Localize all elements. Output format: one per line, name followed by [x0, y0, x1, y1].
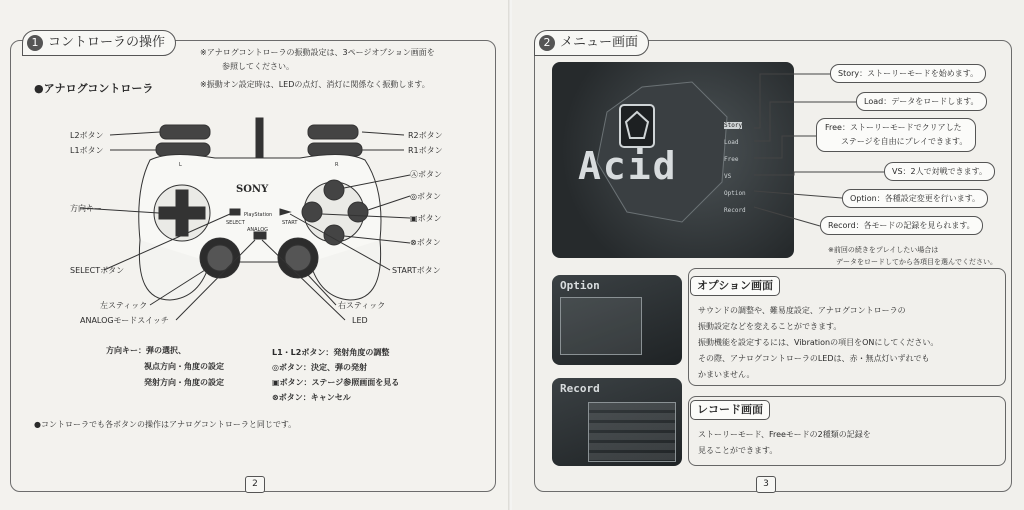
label-dpad: 方向キー: [70, 204, 102, 213]
square-icon: ▣: [410, 214, 418, 223]
label-start: STARTボタン: [392, 266, 441, 275]
callout-vs: VS：2人で対戦できます。: [884, 162, 995, 181]
callout-load: Load：データをロードします。: [856, 92, 987, 111]
menu-item-free[interactable]: Free: [724, 156, 739, 163]
desc-left-1: 方向キー：弾の選択、: [106, 346, 186, 355]
label-analog-switch: ANALOGモードスイッチ: [80, 316, 169, 325]
callout-story: Story：ストーリーモードを始めます。: [830, 64, 986, 83]
circle-icon: ◎: [272, 363, 279, 372]
note-line-1: ※アナログコントローラの振動設定は、3ページオプション画面を: [200, 48, 435, 57]
note-line-3: ※振動オン設定時は、LEDの点灯、消灯に関係なく振動します。: [200, 80, 430, 89]
cross-icon: ⊗: [272, 393, 279, 402]
controller-select-text: SELECT: [226, 220, 245, 226]
callout-free: [816, 118, 976, 152]
cross-icon: ⊗: [410, 238, 417, 247]
menu-note-2: データをロードしてから各項目を選んでください。: [836, 258, 997, 266]
record-shot-table: [588, 402, 676, 462]
callout-option: Option：各種設定変更を行います。: [842, 189, 988, 208]
controller-r-text: R: [335, 162, 339, 168]
title-logo: Acid: [578, 144, 678, 188]
section-number: 1: [27, 35, 43, 51]
controller-start-text: START: [282, 220, 298, 226]
left-page: [0, 0, 510, 510]
section-title: コントローラの操作: [48, 35, 166, 50]
menu-item-record[interactable]: Record: [724, 207, 746, 214]
desc-left-2: 視点方向・角度の設定: [144, 362, 224, 371]
option-body-2: 振動設定などを変えることができます。: [698, 322, 842, 331]
left-footer-note: ●コントローラでも各ボタンの操作はアナログコントローラと同じです。: [34, 420, 297, 429]
label-cross: ⊗ボタン: [410, 238, 441, 247]
record-body-1: ストーリーモード、Freeモードの2種類の記録を: [698, 430, 871, 439]
option-shot-panel: [560, 297, 642, 355]
page-number-right: 3: [756, 476, 776, 493]
menu-item-vs[interactable]: VS: [724, 173, 732, 180]
circle-icon: ◎: [410, 192, 417, 201]
label-right-stick: 右スティック: [338, 301, 386, 310]
label-circle: ◎ボタン: [410, 192, 441, 201]
triangle-icon: Ⓐ: [410, 170, 418, 179]
desc-right-1: L1・L2ボタン：発射角度の調整: [272, 348, 390, 357]
callout-free-line-2: ステージを自由にプレイできます。: [841, 137, 968, 146]
label-l2: L2ボタン: [70, 131, 104, 140]
label-led: LED: [352, 316, 368, 325]
label-left-stick: 左スティック: [100, 301, 148, 310]
label-r2: R2ボタン: [408, 131, 443, 140]
analog-controller-heading: ●アナログコントローラ: [34, 82, 154, 95]
menu-item-option[interactable]: Option: [724, 190, 746, 197]
record-heading: レコード画面: [690, 400, 770, 420]
callout-free-line-1: Free：ストーリーモードでクリアした: [825, 123, 962, 132]
record-body-2: 見ることができます。: [698, 446, 778, 455]
menu-item-load[interactable]: Load: [724, 139, 739, 146]
page-number-left: 2: [245, 476, 265, 493]
section-number: 2: [539, 35, 555, 51]
label-select: SELECTボタン: [70, 266, 125, 275]
controller-ps-text: PlayStation: [244, 212, 273, 218]
option-body-4: その際、アナログコントローラのLEDは、赤・無点灯いずれでも: [698, 354, 930, 363]
desc-right-2: ◎ボタン：決定、弾の発射: [272, 363, 367, 372]
record-shot-title: Record: [560, 382, 600, 395]
desc-left-3: 発射方向・角度の設定: [144, 378, 224, 387]
menu-note-1: ※前回の続きをプレイしたい場合は: [828, 246, 939, 254]
controller-l-text: L: [179, 162, 182, 168]
note-line-2: 参照してください。: [222, 62, 294, 71]
menu-item-story[interactable]: Story: [724, 122, 743, 129]
desc-right-4: ⊗ボタン：キャンセル: [272, 393, 351, 402]
option-heading: オプション画面: [690, 276, 780, 296]
section-title: メニュー画面: [560, 35, 639, 50]
controller-brand: SONY: [236, 184, 269, 195]
desc-right-3: ▣ボタン：ステージ参照画面を見る: [272, 378, 400, 387]
right-page: [512, 0, 1024, 510]
controller-analog-text: ANALOG: [247, 227, 268, 233]
option-body-1: サウンドの調整や、難易度設定、アナログコントローラの: [698, 306, 906, 315]
callout-record: Record：各モードの記録を見られます。: [820, 216, 983, 235]
record-screenshot: [552, 378, 682, 466]
option-shot-title: Option: [560, 279, 600, 292]
option-body-5: かまいません。: [698, 370, 755, 379]
option-screenshot: [552, 275, 682, 365]
controller-illustration: [0, 0, 510, 510]
label-triangle: Ⓐボタン: [410, 170, 442, 179]
square-icon: ▣: [272, 378, 280, 387]
label-square: ▣ボタン: [410, 214, 442, 223]
label-r1: R1ボタン: [408, 146, 443, 155]
label-l1: L1ボタン: [70, 146, 104, 155]
option-body-3: 振動機能を設定するには、Vibrationの項目をONにしてください。: [698, 338, 939, 347]
